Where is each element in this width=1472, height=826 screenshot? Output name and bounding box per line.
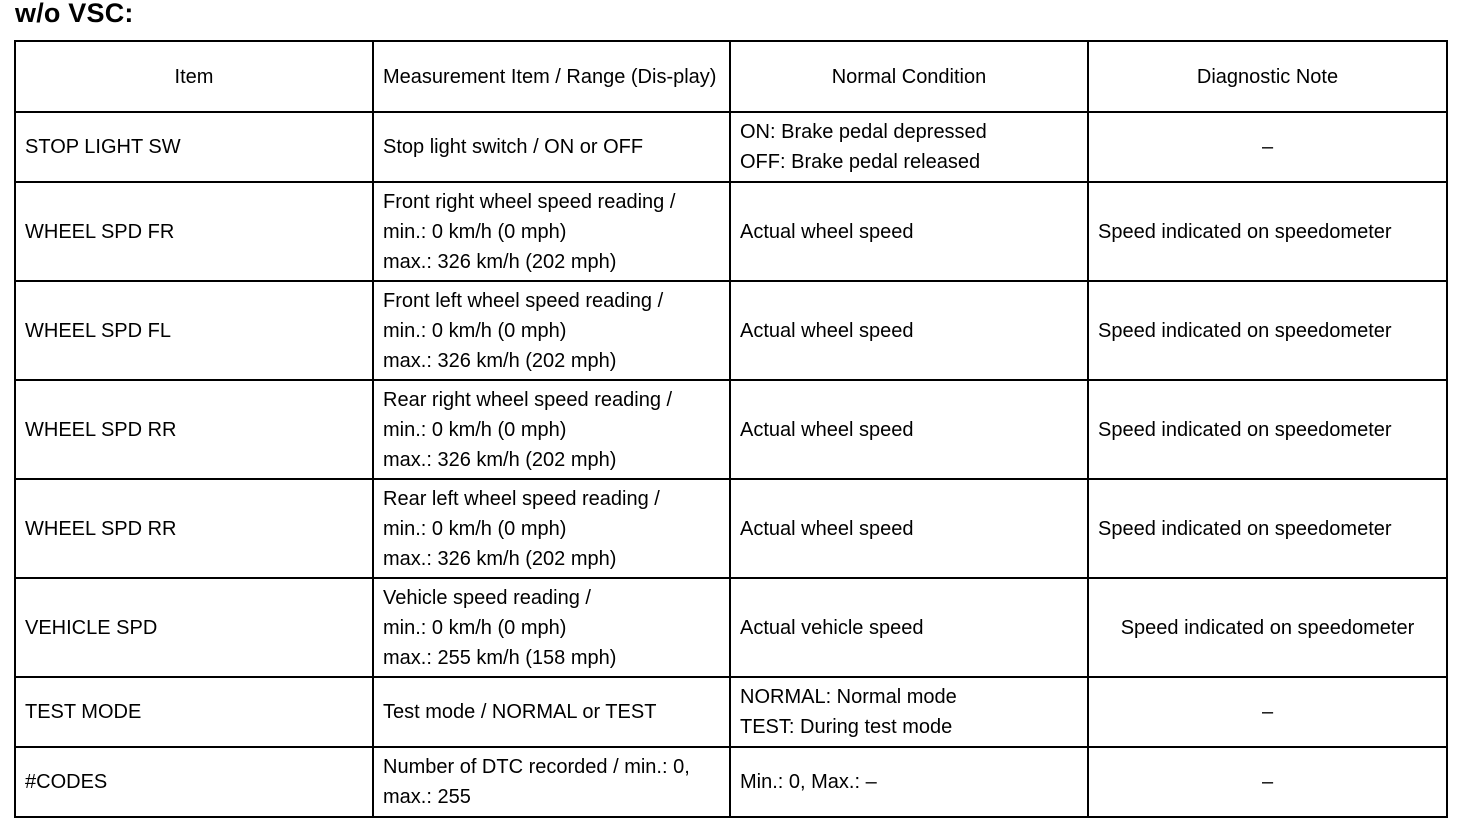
table-row — [15, 182, 1447, 281]
cell-normal-condition — [730, 281, 1088, 380]
table-row — [15, 578, 1447, 677]
normal-line: TEST: During test mode — [740, 716, 953, 738]
cell-diagnostic-note: Speed indicated on speedometer — [1088, 578, 1447, 677]
measurement-line: Test mode / NORMAL or TEST — [383, 701, 657, 723]
cell-normal-condition — [730, 747, 1088, 817]
cell-diagnostic-note: – — [1088, 112, 1447, 182]
cell-item: TEST MODE — [15, 677, 373, 747]
measurement-line: Rear left wheel speed reading / — [383, 487, 660, 510]
cell-item: #CODES — [15, 747, 373, 817]
table-row — [15, 380, 1447, 479]
measurement-line: min.: 0 km/h (0 mph) — [383, 319, 567, 342]
cell-normal-condition — [730, 479, 1088, 578]
measurement-line: min.: 0 km/h (0 mph) — [383, 517, 567, 540]
measurement-line: Stop light switch / ON or OFF — [383, 136, 644, 158]
normal-line: Actual wheel speed — [740, 517, 914, 540]
measurement-line: max.: 326 km/h (202 mph) — [383, 250, 617, 273]
measurement-line: Rear right wheel speed reading / — [383, 388, 673, 411]
measurement-line: max.: 326 km/h (202 mph) — [383, 448, 617, 471]
cell-normal-condition — [730, 380, 1088, 479]
cell-measurement — [373, 677, 730, 747]
column-header-measurement: Measurement Item / Range (Dis-play) — [373, 41, 730, 112]
cell-measurement — [373, 380, 730, 479]
column-header-diagnostic-note: Diagnostic Note — [1088, 41, 1447, 112]
measurement-line: max.: 326 km/h (202 mph) — [383, 547, 617, 570]
measurement-line: max.: 255 — [383, 786, 471, 808]
column-header-item: Item — [15, 41, 373, 112]
cell-measurement — [373, 182, 730, 281]
cell-diagnostic-note: Speed indicated on speedometer — [1088, 380, 1447, 479]
normal-line: OFF: Brake pedal released — [740, 151, 981, 173]
cell-measurement — [373, 578, 730, 677]
normal-line: Min.: 0, Max.: – — [740, 771, 877, 793]
cell-item: WHEEL SPD RR — [15, 479, 373, 578]
normal-line: Actual vehicle speed — [740, 616, 924, 639]
cell-normal-condition — [730, 182, 1088, 281]
table-row — [15, 281, 1447, 380]
cell-diagnostic-note: Speed indicated on speedometer — [1088, 182, 1447, 281]
cell-normal-condition — [730, 677, 1088, 747]
normal-line: Actual wheel speed — [740, 319, 914, 342]
table-row — [15, 479, 1447, 578]
cell-item: VEHICLE SPD — [15, 578, 373, 677]
measurement-line: Front left wheel speed reading / — [383, 289, 664, 312]
table-row — [15, 677, 1447, 747]
table-row — [15, 747, 1447, 817]
cell-measurement — [373, 747, 730, 817]
measurement-line: min.: 0 km/h (0 mph) — [383, 220, 567, 243]
section-heading: w/o VSC: — [15, 0, 134, 28]
cell-normal-condition — [730, 112, 1088, 182]
cell-diagnostic-note: Speed indicated on speedometer — [1088, 479, 1447, 578]
column-header-normal-condition: Normal Condition — [730, 41, 1088, 112]
measurement-line: min.: 0 km/h (0 mph) — [383, 418, 567, 441]
cell-item: WHEEL SPD FL — [15, 281, 373, 380]
cell-diagnostic-note: – — [1088, 677, 1447, 747]
measurement-line: max.: 326 km/h (202 mph) — [383, 349, 617, 372]
cell-normal-condition — [730, 578, 1088, 677]
measurement-line: Number of DTC recorded / min.: 0, — [383, 756, 690, 778]
normal-line: ON: Brake pedal depressed — [740, 121, 987, 143]
normal-line: Actual wheel speed — [740, 418, 914, 441]
cell-diagnostic-note: Speed indicated on speedometer — [1088, 281, 1447, 380]
cell-diagnostic-note: – — [1088, 747, 1447, 817]
cell-item: WHEEL SPD FR — [15, 182, 373, 281]
table-header-row — [15, 41, 1447, 112]
cell-measurement — [373, 112, 730, 182]
cell-item: WHEEL SPD RR — [15, 380, 373, 479]
measurement-line: min.: 0 km/h (0 mph) — [383, 616, 567, 639]
measurement-line: Vehicle speed reading / — [383, 586, 591, 609]
cell-measurement — [373, 281, 730, 380]
normal-line: Actual wheel speed — [740, 220, 914, 243]
measurement-line: max.: 255 km/h (158 mph) — [383, 646, 617, 669]
data-list-table — [14, 40, 1448, 818]
cell-item: STOP LIGHT SW — [15, 112, 373, 182]
table-row — [15, 112, 1447, 182]
measurement-line: Front right wheel speed reading / — [383, 190, 676, 213]
normal-line: NORMAL: Normal mode — [740, 686, 957, 708]
cell-measurement — [373, 479, 730, 578]
